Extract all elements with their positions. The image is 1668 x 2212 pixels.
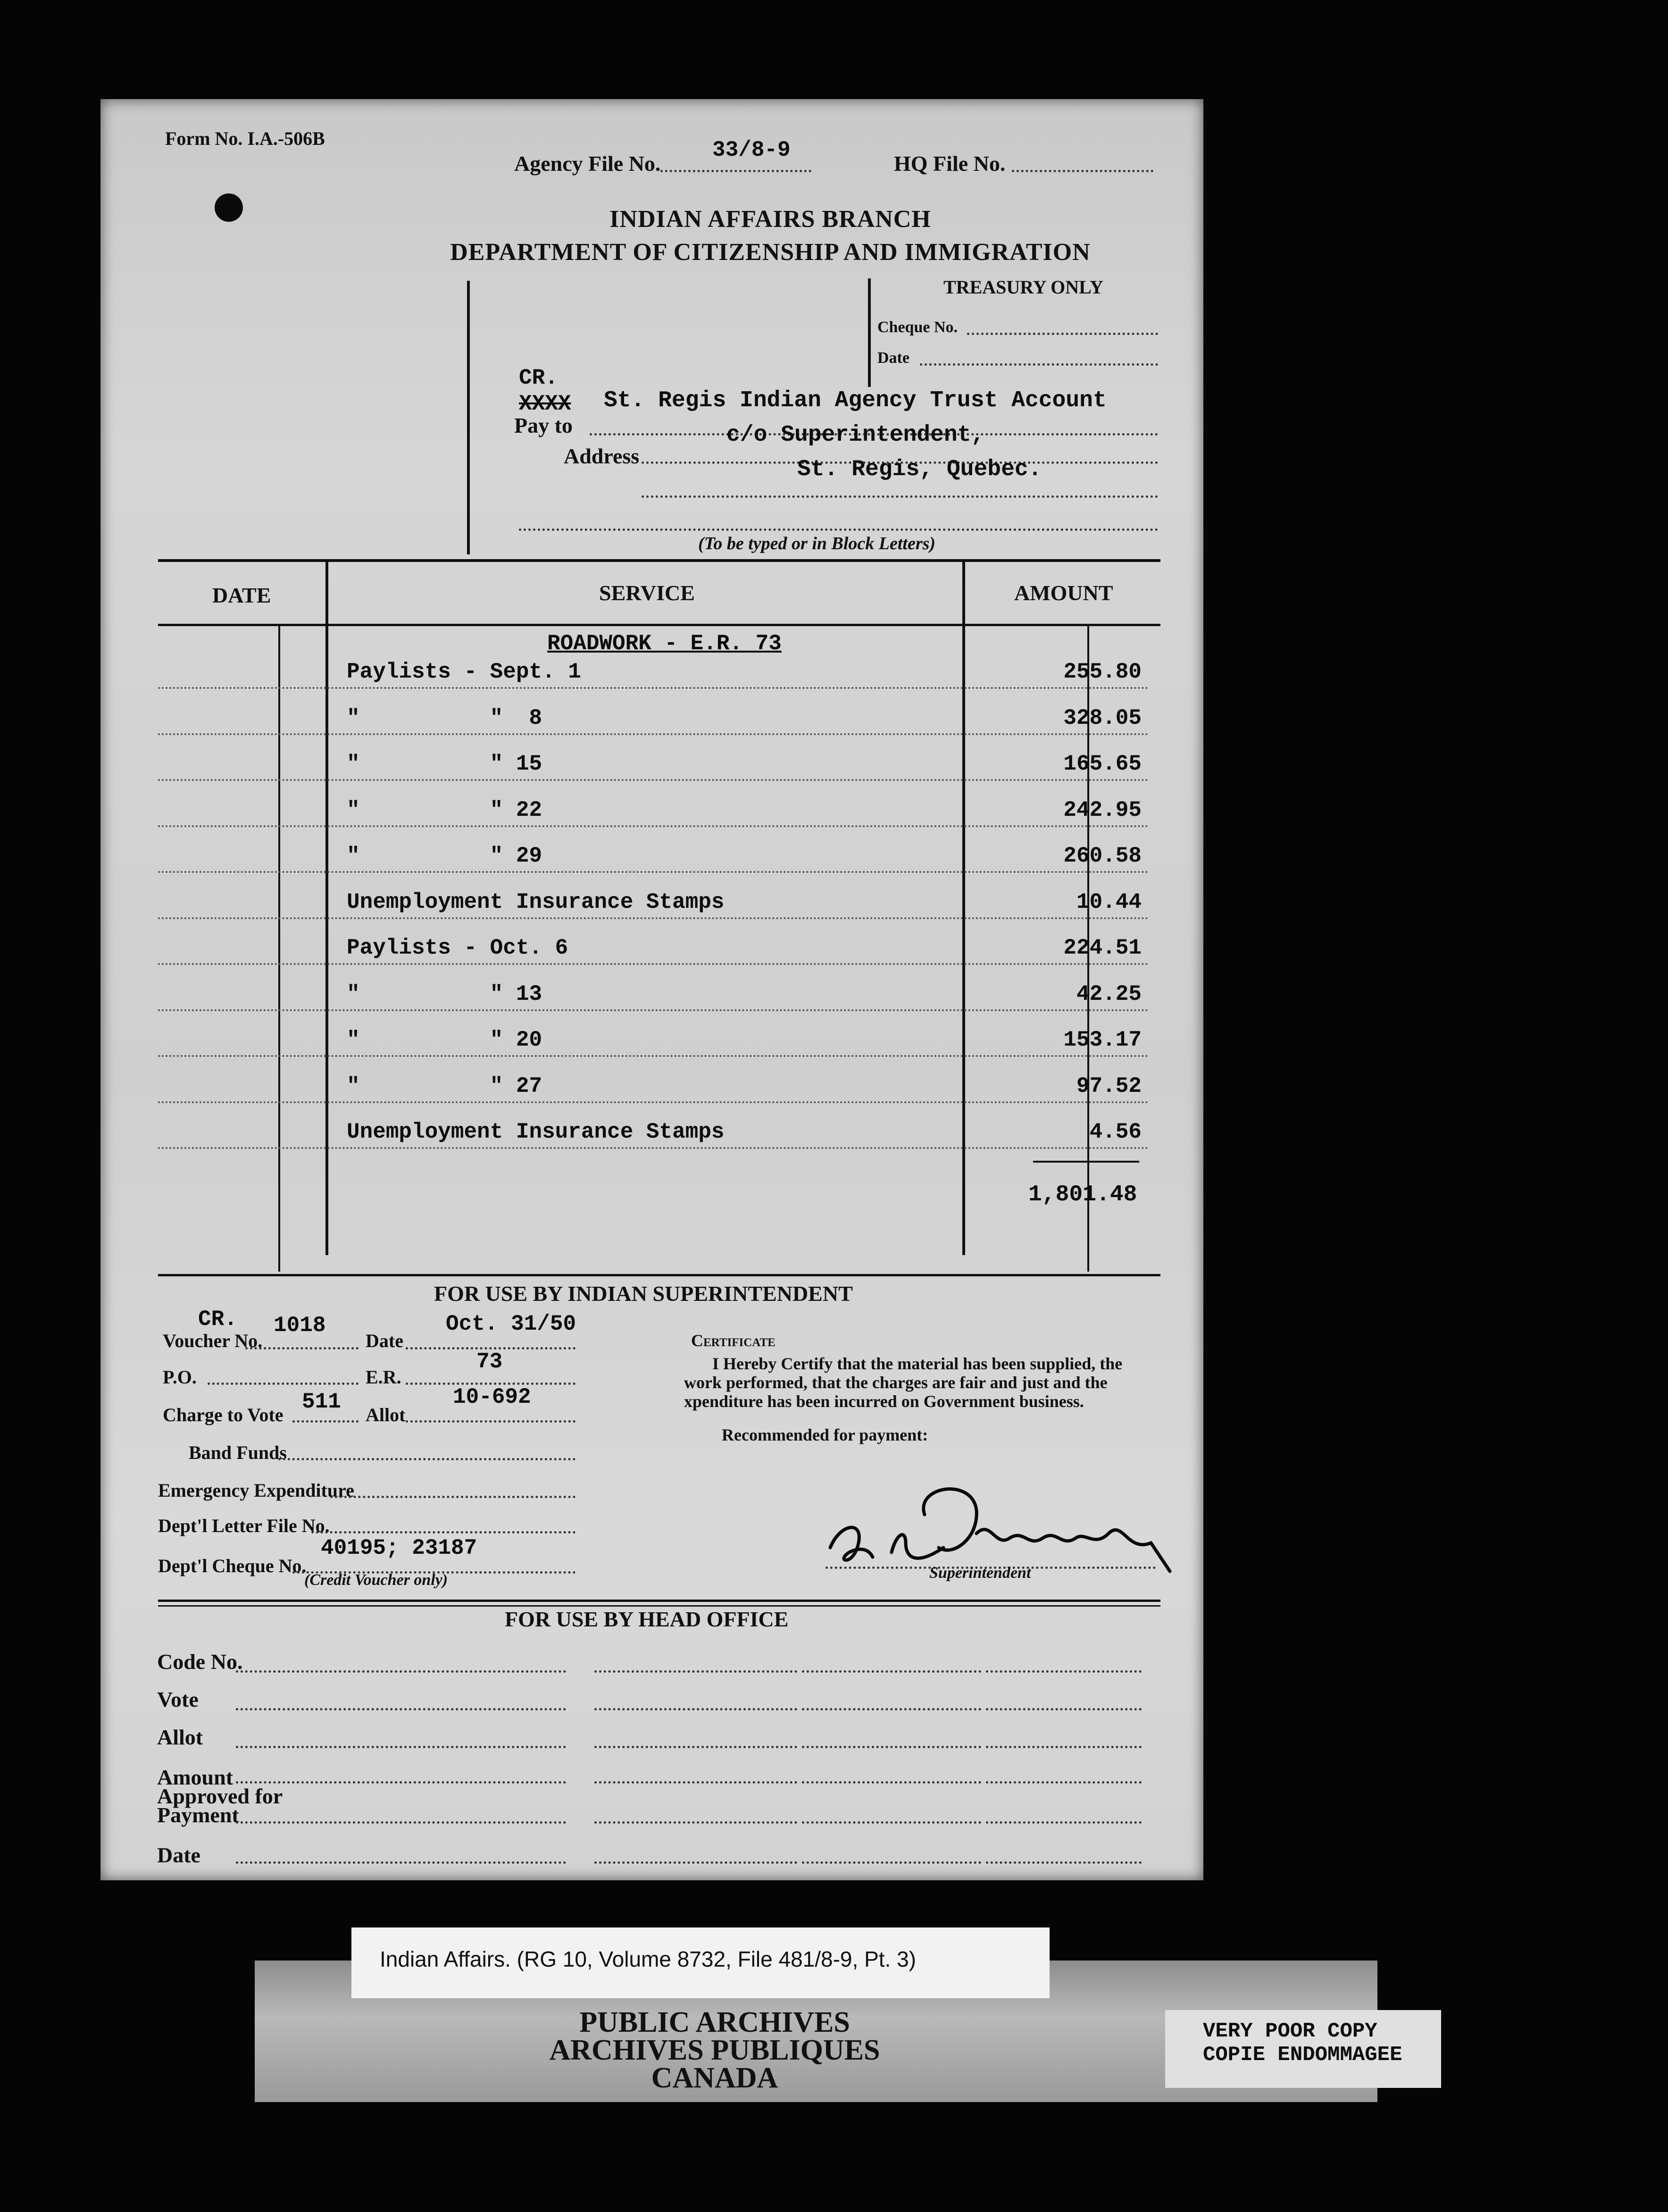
band-funds-line (278, 1458, 575, 1460)
letter-file-line (311, 1531, 575, 1533)
cheque-no-line (967, 333, 1158, 335)
emergency-line (330, 1496, 575, 1498)
row-service: Paylists - Oct. 6 (347, 936, 568, 960)
head-office-field-line (594, 1861, 797, 1864)
row-amount: 4.56 (1089, 1120, 1142, 1144)
vote-value: 511 (302, 1390, 341, 1414)
payment-field-label: Payment (157, 1803, 239, 1827)
table-col-divider-2 (962, 561, 965, 1255)
row-rule (158, 963, 1149, 965)
head-office-field-line (594, 1708, 797, 1710)
head-office-field-line (986, 1708, 1142, 1710)
payee-left-border (467, 281, 470, 554)
head-office-field-line (986, 1670, 1142, 1673)
block-letters-note: (To be typed or in Block Letters) (698, 534, 936, 553)
voucher-cr: CR. (198, 1307, 237, 1332)
row-amount: 97.52 (1076, 1073, 1142, 1098)
row-service: " " 13 (347, 981, 542, 1006)
row-amount: 260.58 (1063, 844, 1142, 868)
row-rule (158, 687, 1149, 689)
header-amount: AMOUNT (1014, 581, 1113, 605)
treasury-only-label: TREASURY ONLY (943, 276, 1104, 298)
er-label: E.R. (366, 1366, 401, 1388)
table-col-divider-1 (325, 561, 328, 1255)
date-field-label: Date (157, 1843, 200, 1867)
address-label: Address (564, 444, 640, 468)
hq-file-label: HQ File No. (894, 151, 1006, 176)
row-amount: 255.80 (1063, 660, 1142, 684)
allot-label: Allot (366, 1404, 406, 1425)
archive-line-2: ARCHIVES PUBLIQUES (549, 2034, 880, 2066)
row-amount: 10.44 (1076, 889, 1142, 914)
head-office-field-line (594, 1670, 797, 1673)
voucher-line (245, 1347, 359, 1349)
vote-label: Charge to Vote (163, 1404, 284, 1425)
head-office-field-line (802, 1781, 981, 1784)
allot-value: 10-692 (453, 1385, 531, 1409)
allot-field-label: Allot (157, 1725, 203, 1749)
row-rule (158, 1055, 1149, 1057)
row-rule (158, 825, 1149, 827)
head-office-field-line (236, 1861, 566, 1864)
branch-title: INDIAN AFFAIRS BRANCH (609, 206, 931, 233)
recommended-label: Recommended for payment: (722, 1425, 928, 1444)
header-date: DATE (212, 583, 271, 607)
treasury-box-border (868, 278, 871, 387)
row-service: " " 15 (347, 752, 542, 776)
row-rule (158, 1147, 1149, 1149)
copy-quality-2: COPIE ENDOMMAGEE (1203, 2043, 1402, 2067)
table-top-border (158, 559, 1160, 562)
amount-field-label: Amount (157, 1765, 234, 1789)
row-amount: 165.65 (1063, 752, 1142, 776)
row-service: " " 29 (347, 844, 542, 868)
head-office-field-line (986, 1861, 1142, 1864)
row-rule (158, 917, 1149, 919)
row-rule (158, 871, 1149, 873)
row-rule (158, 1101, 1149, 1103)
head-office-field-line (802, 1821, 981, 1824)
row-service: " " 22 (347, 797, 542, 822)
address-line-2 (642, 495, 1158, 498)
certificate-title: Certificate (691, 1331, 776, 1350)
hq-file-line (1012, 170, 1153, 172)
table-total: 1,801.48 (1028, 1182, 1137, 1207)
head-office-field-line (802, 1861, 981, 1864)
head-office-field-line (802, 1670, 981, 1673)
superintendent-heading: FOR USE BY INDIAN SUPERINTENDENT (434, 1282, 853, 1306)
row-rule (158, 1009, 1149, 1011)
head-office-top-border (158, 1600, 1160, 1602)
voucher-value: 1018 (274, 1313, 326, 1338)
row-amount: 153.17 (1063, 1028, 1142, 1052)
head-office-field-line (236, 1670, 566, 1673)
row-rule (158, 779, 1149, 781)
voucher-date-value: Oct. 31/50 (446, 1312, 576, 1336)
head-office-field-line (236, 1746, 566, 1748)
treasury-date-line (920, 363, 1158, 366)
row-rule (158, 733, 1149, 735)
emergency-label: Emergency Expenditure (158, 1480, 354, 1501)
allot-line (406, 1420, 575, 1423)
credit-voucher-note: (Credit Voucher only) (304, 1571, 448, 1589)
archive-line-3: CANADA (651, 2062, 778, 2094)
signature-caption: Superintendent (929, 1564, 1031, 1582)
archive-line-1: PUBLIC ARCHIVES (579, 2006, 850, 2038)
table-section-heading: ROADWORK - E.R. 73 (547, 631, 782, 656)
agency-file-line (660, 170, 811, 172)
po-line (208, 1382, 359, 1385)
superintendent-top-border (158, 1274, 1160, 1276)
table-date-divider (278, 625, 280, 1272)
payee-cr: CR. (519, 366, 558, 390)
voucher-label: Voucher No. (163, 1330, 263, 1351)
head-office-field-line (594, 1821, 797, 1824)
row-service: Paylists - Sept. 1 (347, 660, 581, 684)
payee-xxxx: XXXX (519, 392, 571, 416)
head-office-field-line (594, 1781, 797, 1784)
head-office-field-line (986, 1746, 1142, 1748)
row-service: Unemployment Insurance Stamps (347, 1120, 725, 1144)
band-funds-label: Band Funds (189, 1442, 287, 1463)
form-number: Form No. I.A.-506B (165, 128, 325, 149)
address-line-3 (519, 528, 1158, 531)
head-office-field-line (802, 1708, 981, 1710)
head-office-field-line (986, 1821, 1142, 1824)
row-service: Unemployment Insurance Stamps (347, 889, 725, 914)
address-value: St. Regis, Quebec. (797, 457, 1042, 482)
head-office-field-line (986, 1781, 1142, 1784)
pay-to-value: St. Regis Indian Agency Trust Account (604, 388, 1107, 413)
treasury-date-label: Date (877, 349, 909, 367)
po-label: P.O. (163, 1366, 197, 1388)
approved-field-label: Approved for (157, 1784, 283, 1808)
row-amount: 328.05 (1063, 705, 1142, 730)
dept-cheque-value: 40195; 23187 (321, 1536, 477, 1560)
department-title: DEPARTMENT OF CITIZENSHIP AND IMMIGRATION (450, 239, 1091, 266)
code-no-label: Code No. (157, 1650, 243, 1674)
vote-line (292, 1420, 359, 1423)
letter-file-label: Dept'l Letter File No. (158, 1515, 330, 1536)
agency-file-label: Agency File No. (514, 151, 661, 176)
table-header-border (158, 624, 1160, 626)
cheque-no-label: Cheque No. (877, 318, 958, 336)
voucher-date-label: Date (366, 1330, 403, 1351)
archive-reference: Indian Affairs. (RG 10, Volume 8732, File 481/8-9, Pt. 3) (380, 1947, 916, 1971)
certificate-text: I Hereby Certify that the material has been supplied, the work performed, that the charges are fair and just and the xpenditure has been incurred on Government business. (684, 1354, 1123, 1411)
row-amount: 42.25 (1076, 981, 1142, 1006)
row-service: " " 8 (347, 705, 542, 730)
er-value: 73 (476, 1349, 503, 1374)
row-amount: 224.51 (1063, 936, 1142, 960)
header-service: SERVICE (599, 581, 695, 605)
copy-quality-1: VERY POOR COPY (1203, 2019, 1377, 2043)
head-office-field-line (802, 1746, 981, 1748)
payee-line2: c/o Superintendent, (726, 422, 985, 448)
head-office-field-line (236, 1821, 566, 1824)
row-service: " " 27 (347, 1073, 542, 1098)
head-office-field-line (236, 1781, 566, 1784)
pay-to-label: Pay to (514, 413, 573, 437)
total-underline (1033, 1161, 1139, 1163)
agency-file-value: 33/8-9 (712, 138, 791, 162)
row-service: " " 20 (347, 1028, 542, 1052)
head-office-field-line (594, 1746, 797, 1748)
cheque-no-label-dept: Dept'l Cheque No. (158, 1555, 307, 1576)
head-office-heading: FOR USE BY HEAD OFFICE (505, 1607, 789, 1631)
head-office-field-line (236, 1708, 566, 1710)
vote-field-label: Vote (157, 1687, 199, 1711)
row-amount: 242.95 (1063, 797, 1142, 822)
